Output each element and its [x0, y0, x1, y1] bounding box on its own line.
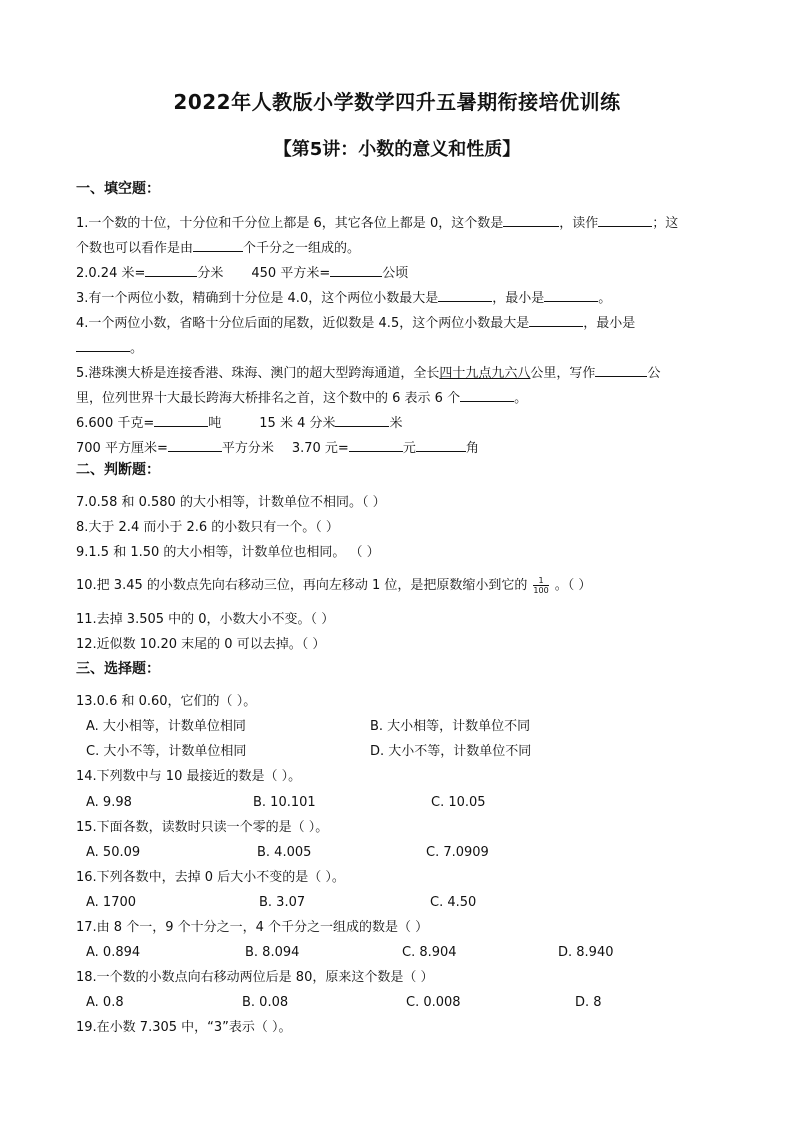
answer-blank[interactable]: [76, 338, 130, 352]
page-title: 2022年人教版小学数学四升五暑期衔接培优训练: [173, 90, 621, 114]
option-15-c[interactable]: C. 7.0909: [426, 845, 489, 860]
option-15-a[interactable]: A. 50.09: [86, 845, 141, 860]
question-8: 8.大于 2.4 而小于 2.6 的小数只有一个。（ ）: [76, 520, 339, 535]
option-18-a[interactable]: A. 0.8: [86, 995, 124, 1010]
option-14-b[interactable]: B. 10.101: [253, 795, 316, 810]
answer-blank[interactable]: [154, 413, 208, 427]
option-18-c[interactable]: C. 0.008: [406, 995, 461, 1010]
question-4-line1: 4.一个两位小数，省略十分位后面的尾数，近似数是 4.5，这个两位小数最大是 ，最小是: [76, 313, 635, 333]
option-14-a[interactable]: A. 9.98: [86, 795, 132, 810]
question-4-line2: 。: [76, 338, 143, 358]
question-1-line2: 个数也可以看作是由 个千分之一组成的。: [76, 238, 360, 258]
question-9: 9.1.5 和 1.50 的大小相等，计数单位也相同。 （ ）: [76, 545, 380, 560]
option-18-d[interactable]: D. 8: [575, 995, 602, 1010]
answer-blank[interactable]: [335, 413, 389, 427]
question-19: 19.在小数 7.305 中，“3”表示（ ）。: [76, 1020, 292, 1035]
answer-blank[interactable]: [330, 263, 382, 277]
section-fill-heading: 一、填空题：: [76, 181, 160, 197]
question-3: 3.有一个两位小数，精确到十分位是 4.0，这个两位小数最大是 ，最小是 。: [76, 288, 611, 308]
answer-blank[interactable]: [598, 213, 652, 227]
question-6-line1: 6.600 千克= 吨 15 米 4 分米 米: [76, 413, 403, 433]
answer-blank[interactable]: [595, 363, 647, 377]
question-16: 16.下列各数中，去掉 0 后大小不变的是（ ）。: [76, 870, 345, 885]
question-2: 2.0.24 米= 分米 450 平方米= 公顷: [76, 263, 408, 283]
option-13-a[interactable]: A. 大小相等，计数单位相同: [86, 719, 246, 734]
answer-blank[interactable]: [145, 263, 197, 277]
fraction: $\frac{1}{100}$: [533, 576, 549, 595]
question-17: 17.由 8 个一，9 个十分之一，4 个千分之一组成的数是（ ）: [76, 920, 429, 935]
option-13-c[interactable]: C. 大小不等，计数单位相同: [86, 744, 247, 759]
question-5-line1: 5.港珠澳大桥是连接香港、珠海、澳门的超大型跨海通道，全长四十九点九六八公里，写作 公: [76, 363, 660, 383]
answer-blank[interactable]: [193, 238, 243, 252]
option-17-a[interactable]: A. 0.894: [86, 945, 141, 960]
question-15: 15.下面各数，读数时只读一个零的是（ ）。: [76, 820, 329, 835]
option-16-c[interactable]: C. 4.50: [430, 895, 477, 910]
answer-blank[interactable]: [416, 438, 466, 452]
question-10: 10.把 3.45 的小数点先向右移动三位，再向左移动 1 位，是把原数缩小到它的 $\frac{1}{100}$ 。（ ）: [76, 576, 592, 595]
answer-blank[interactable]: [529, 313, 583, 327]
option-14-c[interactable]: C. 10.05: [431, 795, 486, 810]
answer-blank[interactable]: [460, 388, 514, 402]
lesson-subtitle: 【第5讲：小数的意义和性质】: [273, 139, 521, 160]
option-13-b[interactable]: B. 大小相等，计数单位不同: [370, 719, 531, 734]
option-16-a[interactable]: A. 1700: [86, 895, 137, 910]
question-11: 11.去掉 3.505 中的 0，小数大小不变。（ ）: [76, 612, 335, 627]
answer-blank[interactable]: [349, 438, 403, 452]
option-17-c[interactable]: C. 8.904: [402, 945, 457, 960]
option-17-b[interactable]: B. 8.094: [245, 945, 300, 960]
option-13-d[interactable]: D. 大小不等，计数单位不同: [370, 744, 532, 759]
option-17-d[interactable]: D. 8.940: [558, 945, 614, 960]
question-18: 18.一个数的小数点向右移动两位后是 80，原来这个数是（ ）: [76, 970, 434, 985]
option-16-b[interactable]: B. 3.07: [259, 895, 306, 910]
answer-blank[interactable]: [544, 288, 598, 302]
question-1-line1: 1.一个数的十位，十分位和千分位上都是 6，其它各位上都是 0，这个数是 ，读作 ；这: [76, 213, 678, 233]
option-18-b[interactable]: B. 0.08: [242, 995, 289, 1010]
question-5-line2: 里，位列世界十大最长跨海大桥排名之首，这个数中的 6 表示 6 个 。: [76, 388, 527, 408]
question-13: 13.0.6 和 0.60，它们的（ ）。: [76, 694, 257, 709]
answer-blank[interactable]: [438, 288, 492, 302]
question-14: 14.下列数中与 10 最接近的数是（ ）。: [76, 769, 302, 784]
section-choice-heading: 三、选择题：: [76, 661, 160, 677]
answer-blank[interactable]: [168, 438, 222, 452]
question-7: 7.0.58 和 0.580 的大小相等，计数单位不相同。（ ）: [76, 495, 386, 510]
question-6-line2: 700 平方厘米= 平方分米 3.70 元= 元 角: [76, 438, 479, 458]
section-judge-heading: 二、判断题：: [76, 462, 160, 478]
option-15-b[interactable]: B. 4.005: [257, 845, 312, 860]
answer-blank[interactable]: [503, 213, 559, 227]
question-12: 12.近似数 10.20 末尾的 0 可以去掉。（ ）: [76, 637, 326, 652]
